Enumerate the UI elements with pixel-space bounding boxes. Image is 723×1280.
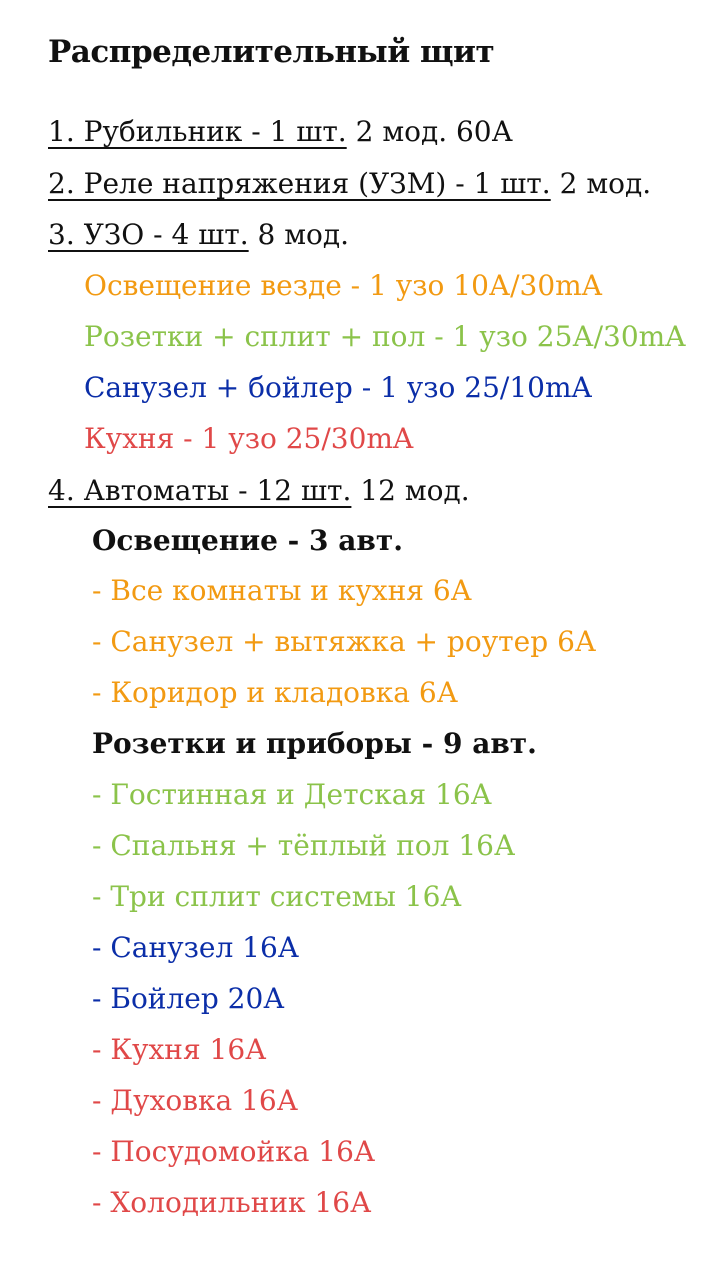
section-2-rest: 2 мод. [550, 167, 652, 200]
section-3 [48, 215, 349, 255]
rcd-item-bathroom: Санузел + бойлер - 1 узо 25/10mA [84, 371, 592, 404]
breaker-item: - Бойлер 20А [92, 982, 285, 1015]
breaker-item: - Посудомойка 16А [92, 1135, 376, 1168]
section-3-rest: 8 мод. [248, 218, 350, 251]
breaker-item: - Коридор и кладовка 6А [92, 676, 458, 709]
breaker-item: - Гостинная и Детская 16А [92, 778, 492, 811]
sockets-heading: Розетки и приборы - 9 авт. [92, 727, 537, 760]
section-3-label: 3. УЗО - 4 шт. [48, 218, 249, 251]
section-2-label: 2. Реле напряжения (УЗМ) - 1 шт. [48, 167, 551, 200]
breaker-item: - Спальня + тёплый пол 16А [92, 829, 516, 862]
section-4-rest: 12 мод. [351, 474, 470, 507]
section-4 [48, 471, 470, 511]
breaker-item: - Все комнаты и кухня 6А [92, 574, 472, 607]
rcd-item-kitchen: Кухня - 1 узо 25/30mA [84, 422, 414, 455]
section-2 [48, 164, 651, 204]
rcd-item-lighting: Освещение везде - 1 узо 10А/30mA [84, 269, 602, 302]
page-title: Распределительный щит [48, 34, 495, 70]
breaker-item: - Кухня 16А [92, 1033, 267, 1066]
section-4-label: 4. Автоматы - 12 шт. [48, 474, 352, 507]
breaker-item: - Санузел + вытяжка + роутер 6А [92, 625, 597, 658]
breaker-item: - Холодильник 16А [92, 1186, 372, 1219]
breaker-item: - Санузел 16А [92, 931, 299, 964]
breaker-item: - Три сплит системы 16А [92, 880, 462, 913]
rcd-item-sockets: Розетки + сплит + пол - 1 узо 25А/30mA [84, 320, 686, 353]
section-1-rest: 2 мод. 60А [346, 115, 513, 148]
section-1-label: 1. Рубильник - 1 шт. [48, 115, 347, 148]
lighting-heading: Освещение - 3 авт. [92, 524, 403, 557]
breaker-item: - Духовка 16А [92, 1084, 298, 1117]
section-1 [48, 112, 513, 152]
